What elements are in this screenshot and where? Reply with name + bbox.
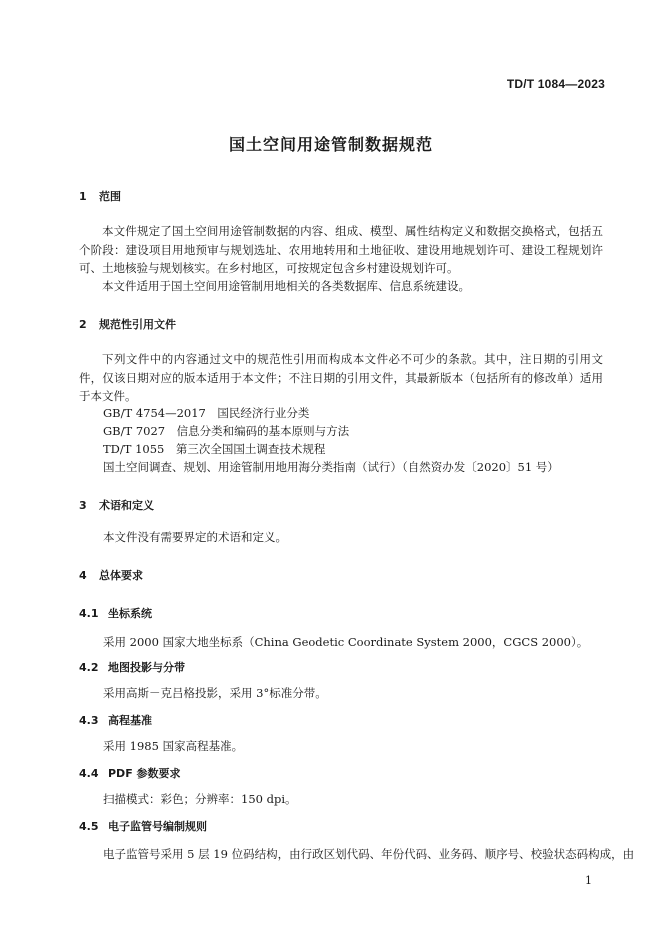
subsection-title: PDF 参数要求 (108, 767, 181, 780)
subsection-4-4-text: 扫描模式：彩色；分辨率：150 dpi。 (103, 792, 297, 806)
subsection-4-5-heading (79, 818, 207, 834)
subsection-4-2-text: 采用高斯－克吕格投影，采用 3°标准分带。 (103, 686, 327, 700)
section-1-paragraph-1: 本文件规定了国土空间用途管制数据的内容、组成、模型、属性结构定义和数据交换格式，包括五个阶段：建设项目用地预审与规划选址、农用地转用和土地征收、建设用地规划许可、建设工程规划许可、土地核验与规划核实。在乡村地区，可按规定包含乡村建设规划许可。 (79, 224, 603, 275)
section-title: 范围 (99, 190, 121, 203)
section-2-heading (79, 316, 176, 332)
section-title: 总体要求 (99, 569, 143, 582)
reference-item: 国土空间调查、规划、用途管制用地用海分类指南（试行）（自然资办发〔2020〕51 号） (103, 460, 559, 474)
section-3-paragraph-1: 本文件没有需要界定的术语和定义。 (103, 530, 287, 544)
section-1-paragraph-2: 本文件适用于国土空间用途管制用地相关的各类数据库、信息系统建设。 (102, 279, 470, 293)
section-3-heading (79, 497, 154, 513)
subsection-number: 4.5 (79, 820, 99, 833)
subsection-number: 4.1 (79, 607, 99, 620)
section-number: 4 (79, 569, 87, 582)
subsection-title: 电子监管号编制规则 (108, 820, 207, 833)
subsection-4-1-heading (79, 605, 152, 621)
subsection-4-3-heading (79, 712, 152, 728)
subsection-title: 高程基准 (108, 714, 152, 727)
reference-item: TD/T 1055 第三次全国国土调查技术规程 (103, 442, 326, 456)
section-2-paragraph-1: 下列文件中的内容通过文中的规范性引用而构成本文件必不可少的条款。其中，注日期的引用文件，仅该日期对应的版本适用于本文件；不注日期的引用文件，其最新版本（包括所有的修改单）适用于本文件。 (79, 352, 603, 403)
section-title: 术语和定义 (99, 499, 154, 512)
subsection-number: 4.2 (79, 661, 99, 674)
section-title: 规范性引用文件 (99, 318, 176, 331)
standard-code: TD/T 1084—2023 (506, 77, 605, 91)
subsection-4-3-text: 采用 1985 国家高程基准。 (103, 739, 244, 753)
subsection-number: 4.4 (79, 767, 99, 780)
subsection-4-4-heading (79, 765, 181, 781)
section-number: 1 (79, 190, 87, 203)
section-number: 3 (79, 499, 87, 512)
section-number: 2 (79, 318, 87, 331)
subsection-number: 4.3 (79, 714, 99, 727)
document-title: 国土空间用途管制数据规范 (228, 135, 433, 154)
subsection-4-2-heading (79, 659, 185, 675)
section-1-heading (79, 188, 121, 204)
subsection-4-5-text: 电子监管号采用 5 层 19 位码结构，由行政区划代码、年份代码、业务码、顺序号、校验状态码构成，由 (103, 847, 635, 861)
subsection-4-1-text: 采用 2000 国家大地坐标系（China Geodetic Coordinate System 2000，CGCS 2000）。 (103, 635, 589, 649)
section-4-heading (79, 567, 143, 583)
subsection-title: 坐标系统 (108, 607, 152, 620)
page-number: 1 (585, 874, 592, 887)
reference-item: GB/T 7027 信息分类和编码的基本原则与方法 (103, 424, 350, 438)
reference-item: GB/T 4754—2017 国民经济行业分类 (103, 406, 310, 420)
subsection-title: 地图投影与分带 (108, 661, 185, 674)
